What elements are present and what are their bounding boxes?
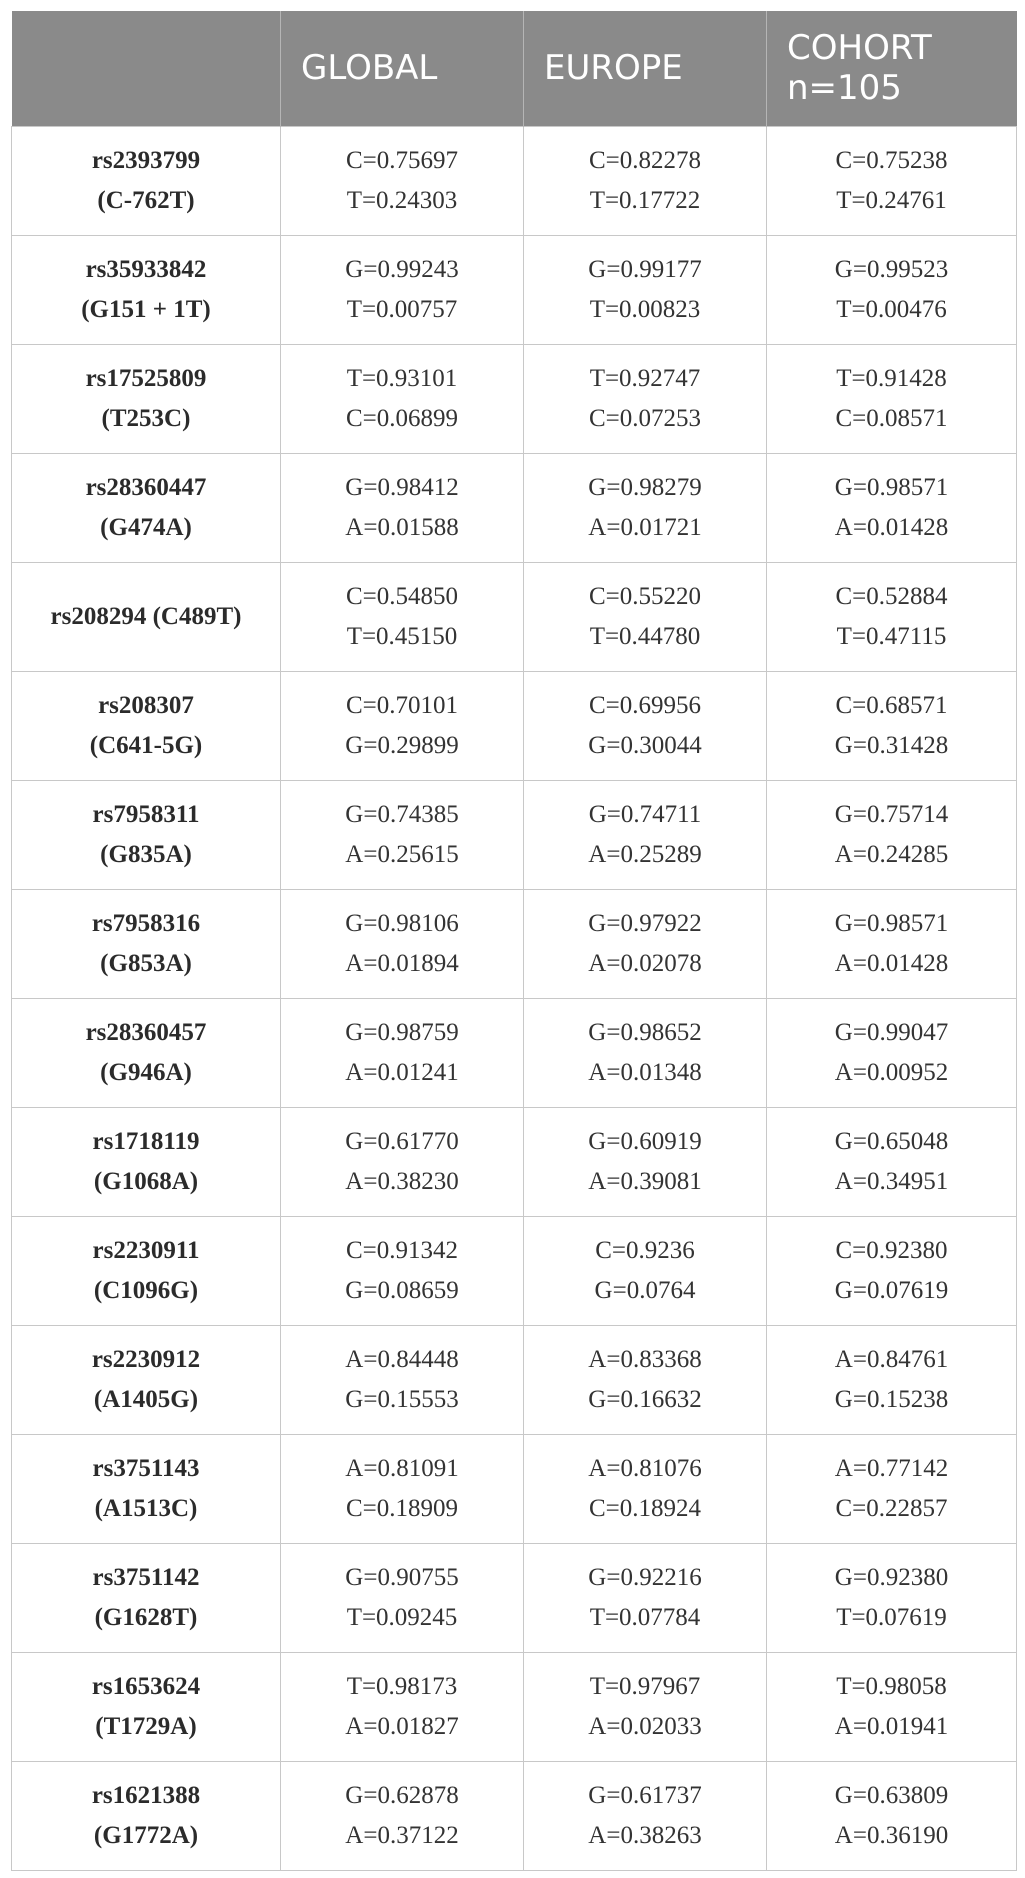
snp-cell-line2: (G1772A) <box>93 1821 199 1849</box>
snp-cell-line2: (G946A) <box>100 1058 192 1086</box>
snp-cell <box>12 1761 281 1870</box>
europe-freq-cell <box>524 453 767 562</box>
global-freq-cell <box>281 344 524 453</box>
cohort-freq-cell <box>767 1216 1017 1325</box>
header-snp <box>12 11 281 126</box>
europe-freq-cell <box>524 1761 767 1870</box>
header-global: GLOBAL <box>281 11 524 126</box>
snp-cell-line2: (G151 + 1T) <box>81 295 211 323</box>
snp-cell <box>12 562 281 671</box>
cohort-freq-cell-line1: C=0.68571 <box>835 691 948 719</box>
cohort-freq-cell-line1: G=0.99047 <box>834 1018 949 1046</box>
snp-cell-line2: (G474A) <box>100 513 192 541</box>
europe-freq-cell-line1: G=0.61737 <box>588 1781 702 1809</box>
header-row <box>12 11 1017 126</box>
table-row <box>12 780 1017 889</box>
allele-frequency-table <box>11 11 1017 1871</box>
cohort-freq-cell <box>767 1107 1017 1216</box>
global-freq-cell <box>281 1434 524 1543</box>
snp-cell-line1: rs7958316 <box>91 909 201 937</box>
cohort-freq-cell-line1: G=0.92380 <box>834 1563 949 1591</box>
cohort-freq-cell-line1: G=0.75714 <box>834 800 949 828</box>
cohort-freq-cell-line2: A=0.01428 <box>834 949 949 977</box>
global-freq-cell-line2: G=0.29899 <box>345 731 459 759</box>
snp-cell-line1: rs1653624 <box>91 1672 201 1700</box>
global-freq-cell-line2: A=0.01894 <box>345 949 459 977</box>
global-freq-cell <box>281 235 524 344</box>
europe-freq-cell-line2: A=0.25289 <box>588 840 702 868</box>
europe-freq-cell <box>524 1434 767 1543</box>
snp-cell <box>12 235 281 344</box>
europe-freq-cell-line1: A=0.81076 <box>588 1454 702 1482</box>
header-cohort <box>767 11 1017 126</box>
snp-cell-line2: (G1628T) <box>94 1603 198 1631</box>
snp-cell-line1: rs7958311 <box>92 800 200 828</box>
cohort-freq-cell-line2: G=0.07619 <box>834 1276 949 1304</box>
cohort-freq-cell-line1: C=0.75238 <box>835 146 948 174</box>
table-row <box>12 235 1017 344</box>
global-freq-cell-line1: G=0.62878 <box>345 1781 459 1809</box>
snp-cell <box>12 671 281 780</box>
europe-freq-cell-line2: G=0.0764 <box>594 1276 696 1304</box>
snp-cell <box>12 998 281 1107</box>
cohort-freq-cell <box>767 344 1017 453</box>
global-freq-cell-line2: G=0.15553 <box>345 1385 459 1413</box>
cohort-freq-cell <box>767 1543 1017 1652</box>
cohort-freq-cell-line1: A=0.84761 <box>834 1345 949 1373</box>
cohort-freq-cell <box>767 453 1017 562</box>
header-europe: EUROPE <box>524 11 767 126</box>
europe-freq-cell <box>524 126 767 235</box>
header-cohort-line1: COHORT <box>787 28 932 69</box>
snp-cell-line2: (T253C) <box>101 404 191 432</box>
snp-cell <box>12 1325 281 1434</box>
europe-freq-cell-line1: G=0.97922 <box>588 909 702 937</box>
europe-freq-cell <box>524 1216 767 1325</box>
snp-cell-line1: rs28360447 <box>85 473 207 501</box>
europe-freq-cell <box>524 889 767 998</box>
header-cohort-line2: n=105 <box>787 68 902 109</box>
snp-cell-line1: rs17525809 <box>85 364 207 392</box>
global-freq-cell-line1: G=0.61770 <box>345 1127 459 1155</box>
table-row <box>12 1543 1017 1652</box>
global-freq-cell-line1: C=0.54850 <box>345 582 459 610</box>
europe-freq-cell-line1: C=0.55220 <box>588 582 702 610</box>
snp-cell-line2: (T1729A) <box>95 1712 197 1740</box>
cohort-freq-cell-line2: A=0.36190 <box>834 1821 949 1849</box>
snp-cell <box>12 453 281 562</box>
europe-freq-cell-line2: A=0.39081 <box>588 1167 702 1195</box>
snp-cell-line2: (G853A) <box>100 949 192 977</box>
global-freq-cell-line2: T=0.00757 <box>346 295 458 323</box>
cohort-freq-cell <box>767 126 1017 235</box>
cohort-freq-cell-line1: T=0.91428 <box>836 364 947 392</box>
cohort-freq-cell <box>767 998 1017 1107</box>
cohort-freq-cell-line2: C=0.08571 <box>835 404 948 432</box>
table-row <box>12 1761 1017 1870</box>
europe-freq-cell-line2: A=0.01721 <box>588 513 702 541</box>
europe-freq-cell-line1: G=0.98652 <box>588 1018 702 1046</box>
snp-cell-line1: rs3751143 <box>92 1454 200 1482</box>
europe-freq-cell-line2: G=0.30044 <box>588 731 702 759</box>
global-freq-cell-line1: T=0.98173 <box>346 1672 458 1700</box>
global-freq-cell-line1: G=0.90755 <box>345 1563 459 1591</box>
global-freq-cell-line2: A=0.37122 <box>345 1821 459 1849</box>
europe-freq-cell-line1: A=0.83368 <box>588 1345 702 1373</box>
global-freq-cell-line2: T=0.09245 <box>346 1603 458 1631</box>
europe-freq-cell <box>524 1652 767 1761</box>
cohort-freq-cell-line1: G=0.63809 <box>834 1781 949 1809</box>
europe-freq-cell <box>524 780 767 889</box>
europe-freq-cell-line1: G=0.98279 <box>588 473 702 501</box>
cohort-freq-cell-line2: A=0.00952 <box>834 1058 949 1086</box>
europe-freq-cell-line2: T=0.00823 <box>589 295 701 323</box>
global-freq-cell-line1: G=0.98759 <box>345 1018 459 1046</box>
table-row <box>12 126 1017 235</box>
global-freq-cell <box>281 126 524 235</box>
europe-freq-cell-line2: C=0.07253 <box>588 404 702 432</box>
cohort-freq-cell <box>767 235 1017 344</box>
cohort-freq-cell-line2: T=0.07619 <box>836 1603 947 1631</box>
cohort-freq-cell <box>767 1434 1017 1543</box>
snp-cell <box>12 1652 281 1761</box>
cohort-freq-cell-line1: C=0.52884 <box>835 582 948 610</box>
europe-freq-cell-line2: C=0.18924 <box>588 1494 702 1522</box>
global-freq-cell-line1: G=0.98412 <box>345 473 459 501</box>
global-freq-cell-line2: A=0.01588 <box>345 513 459 541</box>
global-freq-cell <box>281 562 524 671</box>
europe-freq-cell-line2: A=0.01348 <box>588 1058 702 1086</box>
global-freq-cell <box>281 780 524 889</box>
cohort-freq-cell-line1: G=0.98571 <box>834 473 949 501</box>
global-freq-cell-line1: C=0.91342 <box>345 1236 459 1264</box>
snp-cell-line1: rs35933842 <box>85 255 207 283</box>
cohort-freq-cell-line2: T=0.47115 <box>836 622 947 650</box>
cohort-freq-cell-line1: G=0.98571 <box>834 909 949 937</box>
europe-freq-cell-line2: T=0.17722 <box>589 186 701 214</box>
snp-cell <box>12 344 281 453</box>
global-freq-cell-line2: A=0.25615 <box>345 840 459 868</box>
europe-freq-cell-line2: A=0.38263 <box>588 1821 702 1849</box>
snp-cell-line2: (C-762T) <box>97 186 195 214</box>
snp-cell-line2: (G835A) <box>100 840 192 868</box>
global-freq-cell <box>281 1325 524 1434</box>
cohort-freq-cell <box>767 1325 1017 1434</box>
europe-freq-cell <box>524 671 767 780</box>
europe-freq-cell <box>524 235 767 344</box>
cohort-freq-cell-line1: T=0.98058 <box>836 1672 947 1700</box>
europe-freq-cell-line1: G=0.74711 <box>588 800 702 828</box>
europe-freq-cell-line1: T=0.92747 <box>589 364 701 392</box>
snp-cell-line1: rs208294 (C489T) <box>50 602 242 630</box>
snp-cell-line1: rs208307 <box>98 691 194 719</box>
cohort-freq-cell-line1: G=0.65048 <box>834 1127 949 1155</box>
table-row <box>12 453 1017 562</box>
global-freq-cell <box>281 1107 524 1216</box>
global-freq-cell-line1: G=0.98106 <box>345 909 459 937</box>
table-row <box>12 889 1017 998</box>
europe-freq-cell-line1: G=0.60919 <box>588 1127 702 1155</box>
global-freq-cell-line2: A=0.01827 <box>345 1712 459 1740</box>
europe-freq-cell-line2: G=0.16632 <box>588 1385 702 1413</box>
europe-freq-cell <box>524 562 767 671</box>
snp-cell <box>12 1434 281 1543</box>
europe-freq-cell-line1: C=0.9236 <box>595 1236 695 1264</box>
snp-cell <box>12 889 281 998</box>
cohort-freq-cell-line2: T=0.24761 <box>836 186 947 214</box>
global-freq-cell-line2: C=0.06899 <box>345 404 459 432</box>
cohort-freq-cell <box>767 562 1017 671</box>
cohort-freq-cell-line2: C=0.22857 <box>835 1494 948 1522</box>
snp-cell-line1: rs1718119 <box>92 1127 200 1155</box>
global-freq-cell <box>281 1652 524 1761</box>
global-freq-cell-line2: G=0.08659 <box>345 1276 459 1304</box>
global-freq-cell-line2: A=0.01241 <box>345 1058 459 1086</box>
cohort-freq-cell-line2: A=0.34951 <box>834 1167 949 1195</box>
europe-freq-cell-line1: C=0.82278 <box>588 146 702 174</box>
global-freq-cell-line2: T=0.45150 <box>346 622 458 650</box>
cohort-freq-cell-line1: G=0.99523 <box>834 255 949 283</box>
snp-cell-line2: (C641-5G) <box>89 731 203 759</box>
snp-cell <box>12 1543 281 1652</box>
snp-cell-line2: (C1096G) <box>93 1276 199 1304</box>
global-freq-cell-line2: A=0.38230 <box>345 1167 459 1195</box>
global-freq-cell-line1: G=0.74385 <box>345 800 459 828</box>
snp-cell-line1: rs2230911 <box>92 1236 200 1264</box>
global-freq-cell-line1: A=0.81091 <box>345 1454 459 1482</box>
global-freq-cell-line1: G=0.99243 <box>345 255 459 283</box>
europe-freq-cell <box>524 1543 767 1652</box>
europe-freq-cell-line2: T=0.07784 <box>589 1603 701 1631</box>
snp-cell-line1: rs1621388 <box>91 1781 201 1809</box>
snp-cell-line2: (A1513C) <box>94 1494 198 1522</box>
table-row <box>12 998 1017 1107</box>
table-row <box>12 1325 1017 1434</box>
snp-cell-line2: (G1068A) <box>93 1167 199 1195</box>
snp-cell <box>12 1107 281 1216</box>
europe-freq-cell-line2: A=0.02078 <box>588 949 702 977</box>
snp-cell <box>12 126 281 235</box>
global-freq-cell-line1: C=0.70101 <box>345 691 459 719</box>
cohort-freq-cell <box>767 1761 1017 1870</box>
global-freq-cell <box>281 1761 524 1870</box>
europe-freq-cell-line1: G=0.92216 <box>588 1563 702 1591</box>
cohort-freq-cell <box>767 1652 1017 1761</box>
global-freq-cell-line2: T=0.24303 <box>346 186 458 214</box>
table-row <box>12 1216 1017 1325</box>
global-freq-cell <box>281 1216 524 1325</box>
cohort-freq-cell <box>767 780 1017 889</box>
snp-cell-line1: rs2393799 <box>91 146 201 174</box>
cohort-freq-cell-line2: G=0.31428 <box>834 731 949 759</box>
global-freq-cell-line1: A=0.84448 <box>345 1345 459 1373</box>
global-freq-cell <box>281 453 524 562</box>
cohort-freq-cell-line2: A=0.01428 <box>834 513 949 541</box>
table-row <box>12 344 1017 453</box>
table-row <box>12 671 1017 780</box>
europe-freq-cell-line2: T=0.44780 <box>589 622 701 650</box>
snp-cell-line2: (A1405G) <box>93 1385 199 1413</box>
global-freq-cell-line1: C=0.75697 <box>345 146 459 174</box>
global-freq-cell <box>281 889 524 998</box>
europe-freq-cell <box>524 1107 767 1216</box>
cohort-freq-cell <box>767 889 1017 998</box>
snp-cell <box>12 780 281 889</box>
global-freq-cell <box>281 671 524 780</box>
snp-cell-line1: rs3751142 <box>92 1563 200 1591</box>
europe-freq-cell-line2: A=0.02033 <box>588 1712 702 1740</box>
cohort-freq-cell-line1: C=0.92380 <box>835 1236 948 1264</box>
cohort-freq-cell-line2: T=0.00476 <box>836 295 947 323</box>
global-freq-cell <box>281 1543 524 1652</box>
europe-freq-cell-line1: C=0.69956 <box>588 691 702 719</box>
global-freq-cell <box>281 998 524 1107</box>
snp-cell-line1: rs28360457 <box>85 1018 207 1046</box>
global-freq-cell-line1: T=0.93101 <box>346 364 458 392</box>
cohort-freq-cell-line1: A=0.77142 <box>834 1454 949 1482</box>
europe-freq-cell <box>524 1325 767 1434</box>
table-row <box>12 1434 1017 1543</box>
table-row <box>12 1107 1017 1216</box>
europe-freq-cell <box>524 344 767 453</box>
europe-freq-cell-line1: G=0.99177 <box>588 255 702 283</box>
cohort-freq-cell-line2: A=0.01941 <box>834 1712 949 1740</box>
cohort-freq-cell-line2: A=0.24285 <box>834 840 949 868</box>
global-freq-cell-line2: C=0.18909 <box>345 1494 459 1522</box>
snp-cell-line1: rs2230912 <box>91 1345 201 1373</box>
table-body <box>12 126 1017 1870</box>
europe-freq-cell <box>524 998 767 1107</box>
snp-cell <box>12 1216 281 1325</box>
cohort-freq-cell-line2: G=0.15238 <box>834 1385 949 1413</box>
europe-freq-cell-line1: T=0.97967 <box>589 1672 701 1700</box>
cohort-freq-cell <box>767 671 1017 780</box>
table-row <box>12 562 1017 671</box>
table-row <box>12 1652 1017 1761</box>
